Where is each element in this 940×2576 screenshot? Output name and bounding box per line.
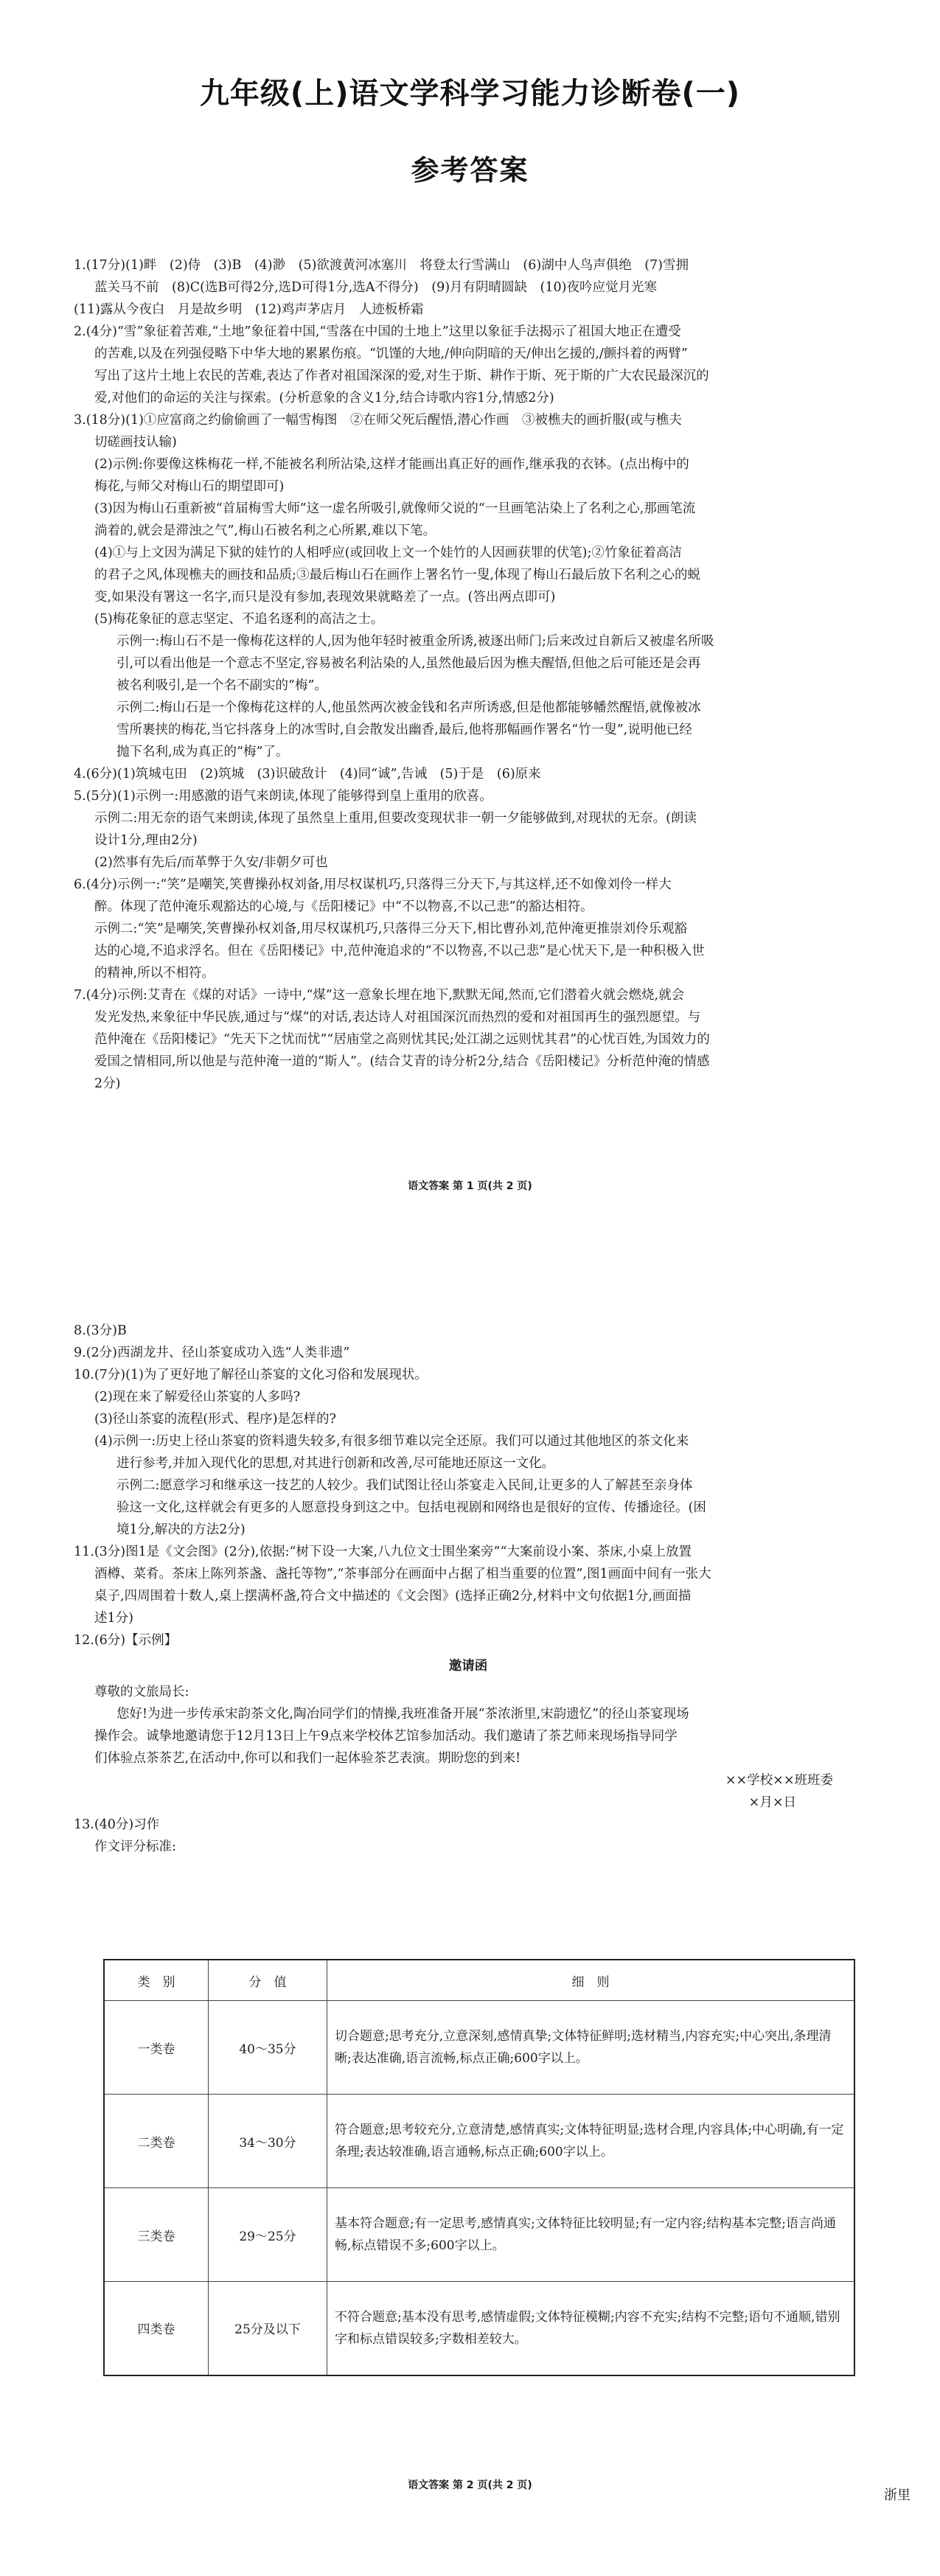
invitation-signer: ××学校××班班委 (725, 1773, 833, 1788)
document-subtitle: 参考答案 (411, 154, 529, 187)
answer-line: (2)现在来了解爱径山茶宴的人多吗? (94, 1390, 301, 1404)
answer-page-2 (0, 1305, 940, 2576)
answer-line: 12.(6分)【示例】 (74, 1633, 178, 1648)
grading-category: 二类卷 (104, 2095, 209, 2188)
answer-line: 的精神,所以不相符。 (94, 966, 215, 981)
grading-row (104, 2095, 854, 2188)
answer-line: 1.(17分)(1)畔 (2)侍 (3)B (4)渺 (5)欲渡黄河冰塞川 将登太行雪满山 (6)湖中人鸟声俱绝 (7)雪拥 (74, 258, 689, 273)
answer-line: 5.(5分)(1)示例一:用感激的语气来朗读,体现了能够得到皇上重用的欣喜。 (74, 789, 492, 804)
grading-header-detail: 细 则 (327, 1960, 855, 2001)
invitation-date: ×月×日 (748, 1795, 796, 1810)
grading-category: 四类卷 (104, 2282, 209, 2375)
answer-line: 范仲淹在《岳阳楼记》“先天下之忧而忧”“居庙堂之高则忧其民;处江湖之远则忧其君”的心忧百姓,为国效力的 (94, 1032, 710, 1047)
answer-line: 变,如果没有署这一名字,而只是没有参加,表现效果就略差了一点。(答出两点即可) (94, 590, 556, 605)
answer-line: (2)示例:你要像这株梅花一样,不能被名利所沾染,这样才能画出真正好的画作,继承我的衣钵。(点出梅中的 (94, 457, 689, 472)
grading-row (104, 2188, 854, 2282)
grading-table (103, 1959, 855, 2376)
answer-line: (3)径山茶宴的流程(形式、程序)是怎样的? (94, 1412, 336, 1427)
answer-line: 6.(4分)示例一:“笑”是嘲笑,笑曹操孙权刘备,用尽权谋机巧,只落得三分天下,与其这样,还不如像刘伶一样大 (74, 877, 672, 892)
answer-line: 写出了这片土地上农民的苦难,表达了作者对祖国深深的爱,对生于斯、耕作于斯、死于斯的广大农民最深沉的 (94, 369, 709, 383)
answer-line: 梅花,与师父对梅山石的期望即可) (94, 479, 285, 494)
answer-line: 11.(3分)图1是《文会图》(2分),依据:“树下设一大案,八九位文士围坐案旁”“大案前设小案、茶床,小桌上放置 (74, 1545, 692, 1559)
answer-line: 述1分) (94, 1611, 133, 1626)
grading-row (104, 2001, 854, 2095)
answer-line: 爱国之情相同,所以他是与范仲淹一道的“斯人”。(结合艾青的诗分析2分,结合《岳阳楼记》分析范仲淹的情感 (94, 1054, 710, 1069)
invitation-body-line: 们体验点茶茶艺,在活动中,你可以和我们一起体验茶艺表演。期盼您的到来! (94, 1751, 521, 1766)
answer-line: 2.(4分)“雪”象征着苦难,“土地”象征着中国,“雪落在中国的土地上”这里以象征手法揭示了祖国大地正在遭受 (74, 324, 681, 339)
answer-line: 的君子之风,体现樵夫的画技和品质;③最后梅山石在画作上署名竹一叟,体现了梅山石最后放下名利之心的蜕 (94, 568, 701, 582)
answer-line: 10.(7分)(1)为了更好地了解径山茶宴的文化习俗和发展现状。 (74, 1368, 428, 1382)
answer-line: 爱,对他们的命运的关注与探索。(分析意象的含义1分,结合诗歌内容1分,情感2分) (94, 391, 554, 405)
invitation-greeting: 尊敬的文旅局长: (94, 1685, 189, 1699)
page2-answers (74, 1320, 863, 1858)
answer-line: 被名利吸引,是一个名不副实的“梅”。 (116, 678, 327, 693)
grading-detail: 基本符合题意;有一定思考,感情真实;文体特征比较明显;有一定内容;结构基本完整;语言尚通畅,标点错误不多;600字以上。 (327, 2188, 855, 2282)
page2-questions (74, 1320, 863, 1651)
q13-heading: 13.(40分)习作 (74, 1817, 160, 1832)
answer-line: 9.(2分)西湖龙井、径山茶宴成功入选“人类非遗” (74, 1346, 350, 1360)
answer-line: 示例二:梅山石是一个像梅花这样的人,他虽然两次被金钱和名声所诱惑,但是他都能够幡然醒悟,就像被冰 (116, 700, 701, 715)
answer-line: 切磋画技认输) (94, 435, 177, 450)
answer-line: 验这一文化,这样就会有更多的人愿意投身到这之中。包括电视剧和网络也是很好的宣传、传播途径。(困 (116, 1500, 706, 1515)
grading-header-category: 类 别 (104, 1960, 209, 2001)
answer-page-1 (0, 0, 940, 1224)
invitation-body-line: 操作会。诚挚地邀请您于12月13日上午9点来学校体艺馆参加活动。我们邀请了茶艺师来现场指导同学 (94, 1729, 678, 1744)
answer-line: 示例二:用无奈的语气来朗读,体现了虽然皇上重用,但要改变现状非一朝一夕能够做到,对现状的无奈。(朗读 (94, 811, 697, 826)
answer-line: 设计1分,理由2分) (94, 833, 198, 848)
page-footer: 语文答案 第 2 页(共 2 页) (408, 2479, 532, 2491)
answer-line: 4.(6分)(1)筑城屯田 (2)筑城 (3)识破敌计 (4)同“诚”,告诫 (5)于是 (6)原来 (74, 767, 541, 781)
grading-score: 25分及以下 (209, 2282, 327, 2375)
answer-line: 8.(3分)B (74, 1323, 127, 1338)
q13-subheading: 作文评分标准: (94, 1839, 176, 1854)
answer-line: 示例一:梅山石不是一像梅花这样的人,因为他年轻时被重金所诱,被逐出师门;后来改过自新后又被虚名所吸 (116, 634, 714, 649)
page-footer: 语文答案 第 1 页(共 2 页) (408, 1180, 532, 1192)
answer-line: 引,可以看出他是一个意志不坚定,容易被名利沾染的人,虽然他最后因为樵夫醒悟,但他之后可能还是会再 (116, 656, 701, 671)
grading-category: 三类卷 (104, 2188, 209, 2282)
answer-line: (2)然事有先后/而革弊于久安/非朝夕可也 (94, 855, 328, 870)
answer-line: 7.(4分)示例:艾青在《煤的对话》一诗中,“煤”这一意象长埋在地下,默默无闻,然而,它们潜着火就会燃烧,就会 (74, 988, 685, 1003)
answer-line: (3)因为梅山石重新被“首届梅雪大师”这一虚名所吸引,就像师父说的“一旦画笔沾染上了名利之心,那画笔流 (94, 501, 696, 516)
answer-line: (11)露从今夜白 月是故乡明 (12)鸡声茅店月 人迹板桥霜 (74, 302, 424, 317)
answer-line: 3.(18分)(1)①应富商之约偷偷画了一幅雪梅图 ②在师父死后醒悟,潜心作画 ③被樵夫的画折服(或与樵夫 (74, 413, 682, 428)
answer-line: (4)示例一:历史上径山茶宴的资料遗失较多,有很多细节难以完全还原。我们可以通过其他地区的茶文化来 (94, 1434, 689, 1449)
answer-line: 发光发热,来象征中华民族,通过与“煤”的对话,表达诗人对祖国深沉而热烈的爱和对祖国再生的强烈愿望。与 (94, 1010, 701, 1025)
grading-score: 34～30分 (209, 2095, 327, 2188)
answer-line: 达的心境,不追求浮名。但在《岳阳楼记》中,范仲淹追求的“不以物喜,不以己悲”是心忧天下,是一种积极入世 (94, 944, 705, 958)
answer-line: 2分) (94, 1076, 121, 1091)
answer-line: 醉。体现了范仲淹乐观豁达的心境,与《岳阳楼记》中“不以物喜,不以己悲”的豁达相符。 (94, 899, 593, 914)
answer-line: 示例二:“笑”是嘲笑,笑曹操孙权刘备,用尽权谋机巧,只落得三分天下,相比曹孙刘,范仲淹更推崇刘伶乐观豁 (94, 922, 688, 936)
corner-mark: 浙里 (884, 2488, 911, 2503)
grading-detail: 不符合题意;基本没有思考,感情虚假;文体特征模糊;内容不充实;结构不完整;语句不通顺,错别字和标点错误较多;字数相差较大。 (327, 2282, 855, 2375)
invitation-body-line: 您好!为进一步传承宋韵茶文化,陶冶同学们的情操,我班准备开展“茶浓浙里,宋韵遗忆”的径山茶宴现场 (116, 1707, 689, 1722)
answer-line: 酒樽、菜肴。茶床上陈列茶盏、盏托等物”,“茶事部分在画面中占据了相当重要的位置”,图1画面中间有一张大 (94, 1567, 711, 1581)
answer-line: 蓝关马不前 (8)C(选B可得2分,选D可得1分,选A不得分) (9)月有阴晴圆缺 (10)夜吟应觉月光寒 (94, 280, 657, 295)
answer-line: 的苦难,以及在列强侵略下中华大地的累累伤痕。“饥馑的大地,/伸向阴暗的天/伸出乞援的,/颤抖着的两臂” (94, 347, 688, 361)
answer-line: (4)①与上文因为满足下狱的娃竹的人相呼应(或回收上文一个娃竹的人因画获罪的伏笔);②竹象征着高洁 (94, 546, 682, 560)
grading-detail: 符合题意;思考较充分,立意清楚,感情真实;文体特征明显;选材合理,内容具体;中心明确,有一定条理;表达较准确,语言通畅,标点正确;600字以上。 (327, 2095, 855, 2188)
answer-line: 示例二:愿意学习和继承这一技艺的人较少。我们试图让径山茶宴走入民间,让更多的人了解甚至亲身体 (116, 1478, 693, 1493)
answer-line: 雪所裹挟的梅花,当它抖落身上的冰雪时,自会散发出幽香,最后,他将那幅画作署名“竹一叟”,说明他已经 (116, 723, 692, 737)
answer-line: (5)梅花象征的意志坚定、不追名逐利的高洁之士。 (94, 612, 384, 627)
answer-line: 淌着的,就会是滞浊之气”,梅山石被名利之心所累,难以下笔。 (94, 523, 436, 538)
answer-line: 境1分,解决的方法2分) (116, 1522, 246, 1537)
answer-line: 抛下名利,成为真正的“梅”了。 (116, 745, 289, 759)
grading-detail: 切合题意;思考充分,立意深刻,感情真挚;文体特征鲜明;选材精当,内容充实;中心突出,条理清晰;表达准确,语言流畅,标点正确;600字以上。 (327, 2001, 855, 2095)
grading-category: 一类卷 (104, 2001, 209, 2095)
document-title: 九年级(上)语文学科学习能力诊断卷(一) (199, 77, 741, 111)
page1-answers (74, 254, 863, 1095)
answer-line: 桌子,四周围着十数人,桌上摆满杯盏,符合文中描述的《文会图》(选择正确2分,材料中文句依据1分,画面描 (94, 1589, 692, 1604)
grading-score: 40～35分 (209, 2001, 327, 2095)
invitation-title: 邀请函 (448, 1659, 488, 1674)
answer-line: 进行参考,并加入现代化的思想,对其进行创新和改善,尽可能地还原这一文化。 (116, 1456, 555, 1471)
grading-score: 29～25分 (209, 2188, 327, 2282)
grading-row (104, 2282, 854, 2375)
grading-header-score: 分 值 (209, 1960, 327, 2001)
